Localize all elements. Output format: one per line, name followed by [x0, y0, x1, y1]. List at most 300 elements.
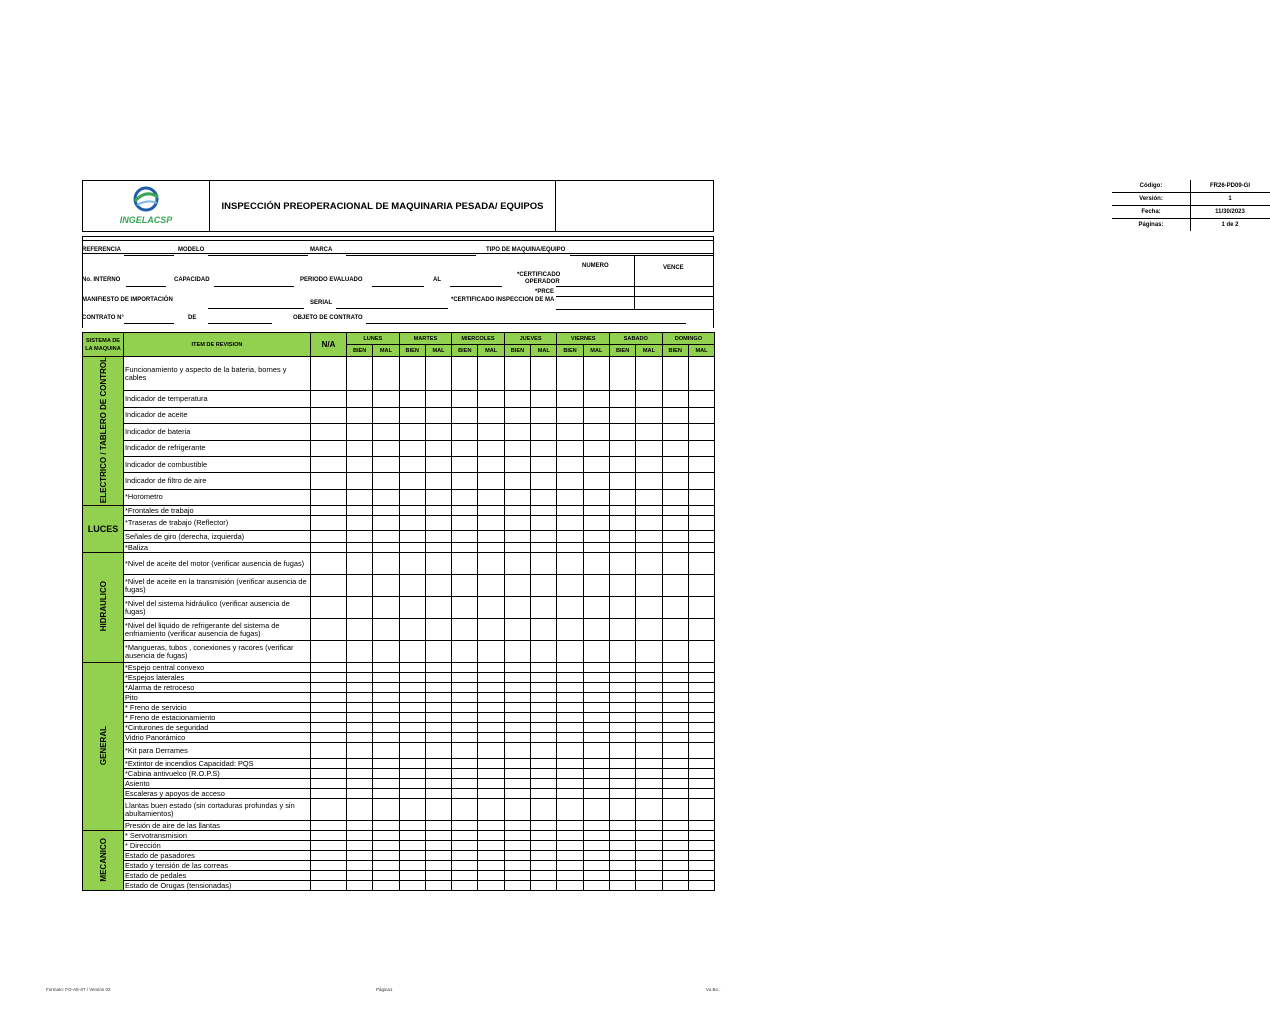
na-cell[interactable]	[311, 733, 347, 743]
check-cell[interactable]	[531, 851, 557, 861]
check-cell[interactable]	[636, 831, 662, 841]
check-cell[interactable]	[662, 769, 688, 779]
check-cell[interactable]	[347, 489, 373, 505]
check-cell[interactable]	[425, 799, 451, 821]
check-cell[interactable]	[583, 391, 609, 407]
check-cell[interactable]	[531, 673, 557, 683]
check-cell[interactable]	[610, 575, 636, 597]
check-cell[interactable]	[504, 440, 530, 456]
check-cell[interactable]	[531, 881, 557, 891]
check-cell[interactable]	[557, 831, 583, 841]
check-cell[interactable]	[583, 489, 609, 505]
check-cell[interactable]	[425, 871, 451, 881]
na-cell[interactable]	[311, 703, 347, 713]
check-cell[interactable]	[399, 871, 425, 881]
check-cell[interactable]	[347, 881, 373, 891]
check-cell[interactable]	[557, 871, 583, 881]
check-cell[interactable]	[425, 473, 451, 489]
check-cell[interactable]	[583, 506, 609, 516]
check-cell[interactable]	[347, 473, 373, 489]
check-cell[interactable]	[662, 871, 688, 881]
de-field[interactable]	[208, 323, 272, 324]
check-cell[interactable]	[662, 440, 688, 456]
check-cell[interactable]	[557, 543, 583, 553]
check-cell[interactable]	[610, 851, 636, 861]
check-cell[interactable]	[399, 391, 425, 407]
check-cell[interactable]	[662, 543, 688, 553]
check-cell[interactable]	[557, 531, 583, 543]
na-cell[interactable]	[311, 743, 347, 759]
check-cell[interactable]	[583, 516, 609, 531]
check-cell[interactable]	[478, 831, 504, 841]
check-cell[interactable]	[531, 871, 557, 881]
check-cell[interactable]	[610, 693, 636, 703]
check-cell[interactable]	[504, 733, 530, 743]
check-cell[interactable]	[373, 473, 399, 489]
check-cell[interactable]	[425, 663, 451, 673]
check-cell[interactable]	[452, 683, 478, 693]
check-cell[interactable]	[531, 489, 557, 505]
check-cell[interactable]	[373, 673, 399, 683]
check-cell[interactable]	[662, 575, 688, 597]
contrato-field[interactable]	[124, 323, 174, 324]
na-cell[interactable]	[311, 683, 347, 693]
check-cell[interactable]	[452, 543, 478, 553]
check-cell[interactable]	[452, 424, 478, 440]
check-cell[interactable]	[610, 881, 636, 891]
check-cell[interactable]	[557, 391, 583, 407]
check-cell[interactable]	[636, 391, 662, 407]
check-cell[interactable]	[662, 597, 688, 619]
check-cell[interactable]	[583, 861, 609, 871]
check-cell[interactable]	[636, 743, 662, 759]
check-cell[interactable]	[610, 841, 636, 851]
check-cell[interactable]	[557, 456, 583, 472]
check-cell[interactable]	[347, 575, 373, 597]
check-cell[interactable]	[531, 531, 557, 543]
check-cell[interactable]	[610, 440, 636, 456]
check-cell[interactable]	[688, 440, 714, 456]
check-cell[interactable]	[531, 703, 557, 713]
check-cell[interactable]	[452, 851, 478, 861]
na-cell[interactable]	[311, 713, 347, 723]
na-cell[interactable]	[311, 407, 347, 423]
check-cell[interactable]	[504, 723, 530, 733]
check-cell[interactable]	[610, 821, 636, 831]
check-cell[interactable]	[688, 769, 714, 779]
check-cell[interactable]	[662, 759, 688, 769]
check-cell[interactable]	[452, 531, 478, 543]
check-cell[interactable]	[478, 769, 504, 779]
check-cell[interactable]	[399, 723, 425, 733]
check-cell[interactable]	[399, 357, 425, 391]
check-cell[interactable]	[531, 733, 557, 743]
check-cell[interactable]	[504, 473, 530, 489]
check-cell[interactable]	[452, 743, 478, 759]
check-cell[interactable]	[531, 861, 557, 871]
check-cell[interactable]	[557, 703, 583, 713]
check-cell[interactable]	[688, 391, 714, 407]
check-cell[interactable]	[399, 743, 425, 759]
check-cell[interactable]	[557, 357, 583, 391]
check-cell[interactable]	[373, 841, 399, 851]
check-cell[interactable]	[399, 769, 425, 779]
check-cell[interactable]	[399, 779, 425, 789]
check-cell[interactable]	[531, 799, 557, 821]
check-cell[interactable]	[688, 713, 714, 723]
check-cell[interactable]	[610, 531, 636, 543]
na-cell[interactable]	[311, 531, 347, 543]
check-cell[interactable]	[610, 506, 636, 516]
check-cell[interactable]	[347, 693, 373, 703]
check-cell[interactable]	[688, 619, 714, 641]
check-cell[interactable]	[557, 821, 583, 831]
na-cell[interactable]	[311, 506, 347, 516]
check-cell[interactable]	[478, 516, 504, 531]
check-cell[interactable]	[504, 619, 530, 641]
check-cell[interactable]	[478, 851, 504, 861]
cert-operador-field[interactable]	[556, 286, 714, 287]
check-cell[interactable]	[347, 531, 373, 543]
check-cell[interactable]	[504, 407, 530, 423]
check-cell[interactable]	[504, 713, 530, 723]
check-cell[interactable]	[531, 683, 557, 693]
check-cell[interactable]	[452, 391, 478, 407]
check-cell[interactable]	[347, 424, 373, 440]
check-cell[interactable]	[610, 543, 636, 553]
check-cell[interactable]	[557, 769, 583, 779]
check-cell[interactable]	[557, 683, 583, 693]
check-cell[interactable]	[373, 769, 399, 779]
check-cell[interactable]	[373, 723, 399, 733]
check-cell[interactable]	[557, 641, 583, 663]
check-cell[interactable]	[583, 553, 609, 575]
check-cell[interactable]	[557, 473, 583, 489]
check-cell[interactable]	[662, 357, 688, 391]
check-cell[interactable]	[662, 693, 688, 703]
check-cell[interactable]	[399, 543, 425, 553]
check-cell[interactable]	[373, 489, 399, 505]
check-cell[interactable]	[504, 575, 530, 597]
check-cell[interactable]	[636, 543, 662, 553]
check-cell[interactable]	[478, 663, 504, 673]
check-cell[interactable]	[452, 641, 478, 663]
check-cell[interactable]	[504, 821, 530, 831]
check-cell[interactable]	[610, 799, 636, 821]
check-cell[interactable]	[452, 871, 478, 881]
check-cell[interactable]	[531, 597, 557, 619]
check-cell[interactable]	[347, 851, 373, 861]
check-cell[interactable]	[688, 861, 714, 871]
check-cell[interactable]	[557, 851, 583, 861]
check-cell[interactable]	[478, 703, 504, 713]
check-cell[interactable]	[583, 851, 609, 861]
check-cell[interactable]	[662, 641, 688, 663]
check-cell[interactable]	[478, 357, 504, 391]
check-cell[interactable]	[610, 391, 636, 407]
check-cell[interactable]	[504, 831, 530, 841]
na-cell[interactable]	[311, 831, 347, 841]
check-cell[interactable]	[478, 723, 504, 733]
check-cell[interactable]	[662, 881, 688, 891]
check-cell[interactable]	[452, 789, 478, 799]
check-cell[interactable]	[583, 597, 609, 619]
check-cell[interactable]	[425, 619, 451, 641]
check-cell[interactable]	[531, 841, 557, 851]
check-cell[interactable]	[610, 743, 636, 759]
check-cell[interactable]	[452, 673, 478, 683]
check-cell[interactable]	[373, 703, 399, 713]
check-cell[interactable]	[347, 831, 373, 841]
check-cell[interactable]	[662, 424, 688, 440]
no-interno-field[interactable]	[126, 286, 166, 287]
check-cell[interactable]	[373, 861, 399, 871]
check-cell[interactable]	[610, 713, 636, 723]
check-cell[interactable]	[610, 769, 636, 779]
check-cell[interactable]	[373, 597, 399, 619]
check-cell[interactable]	[583, 456, 609, 472]
check-cell[interactable]	[662, 619, 688, 641]
check-cell[interactable]	[478, 799, 504, 821]
check-cell[interactable]	[347, 673, 373, 683]
check-cell[interactable]	[478, 597, 504, 619]
check-cell[interactable]	[399, 733, 425, 743]
check-cell[interactable]	[688, 516, 714, 531]
check-cell[interactable]	[636, 673, 662, 683]
check-cell[interactable]	[399, 683, 425, 693]
check-cell[interactable]	[373, 683, 399, 693]
check-cell[interactable]	[531, 779, 557, 789]
check-cell[interactable]	[531, 357, 557, 391]
check-cell[interactable]	[425, 733, 451, 743]
check-cell[interactable]	[610, 516, 636, 531]
na-cell[interactable]	[311, 473, 347, 489]
check-cell[interactable]	[583, 703, 609, 713]
check-cell[interactable]	[347, 759, 373, 769]
check-cell[interactable]	[636, 440, 662, 456]
check-cell[interactable]	[452, 489, 478, 505]
na-cell[interactable]	[311, 597, 347, 619]
check-cell[interactable]	[662, 506, 688, 516]
check-cell[interactable]	[347, 713, 373, 723]
check-cell[interactable]	[452, 821, 478, 831]
check-cell[interactable]	[662, 789, 688, 799]
na-cell[interactable]	[311, 723, 347, 733]
check-cell[interactable]	[504, 743, 530, 759]
check-cell[interactable]	[531, 424, 557, 440]
check-cell[interactable]	[557, 881, 583, 891]
tipo-field[interactable]	[570, 255, 714, 256]
modelo-field[interactable]	[208, 255, 308, 256]
check-cell[interactable]	[557, 841, 583, 851]
check-cell[interactable]	[688, 473, 714, 489]
check-cell[interactable]	[425, 456, 451, 472]
check-cell[interactable]	[688, 673, 714, 683]
check-cell[interactable]	[557, 733, 583, 743]
check-cell[interactable]	[504, 543, 530, 553]
check-cell[interactable]	[425, 407, 451, 423]
check-cell[interactable]	[688, 506, 714, 516]
na-cell[interactable]	[311, 759, 347, 769]
check-cell[interactable]	[425, 531, 451, 543]
check-cell[interactable]	[399, 693, 425, 703]
check-cell[interactable]	[557, 743, 583, 759]
check-cell[interactable]	[452, 357, 478, 391]
na-cell[interactable]	[311, 673, 347, 683]
na-cell[interactable]	[311, 424, 347, 440]
check-cell[interactable]	[583, 693, 609, 703]
check-cell[interactable]	[636, 619, 662, 641]
check-cell[interactable]	[399, 473, 425, 489]
check-cell[interactable]	[373, 871, 399, 881]
check-cell[interactable]	[425, 841, 451, 851]
referencia-field[interactable]	[124, 255, 174, 256]
check-cell[interactable]	[373, 821, 399, 831]
check-cell[interactable]	[425, 861, 451, 871]
na-cell[interactable]	[311, 553, 347, 575]
check-cell[interactable]	[478, 553, 504, 575]
check-cell[interactable]	[610, 683, 636, 693]
check-cell[interactable]	[662, 713, 688, 723]
check-cell[interactable]	[583, 871, 609, 881]
check-cell[interactable]	[610, 407, 636, 423]
check-cell[interactable]	[610, 424, 636, 440]
na-cell[interactable]	[311, 779, 347, 789]
check-cell[interactable]	[399, 424, 425, 440]
check-cell[interactable]	[662, 841, 688, 851]
check-cell[interactable]	[583, 641, 609, 663]
check-cell[interactable]	[636, 881, 662, 891]
check-cell[interactable]	[531, 641, 557, 663]
check-cell[interactable]	[399, 489, 425, 505]
check-cell[interactable]	[452, 769, 478, 779]
check-cell[interactable]	[636, 871, 662, 881]
check-cell[interactable]	[662, 391, 688, 407]
check-cell[interactable]	[399, 821, 425, 831]
check-cell[interactable]	[610, 456, 636, 472]
check-cell[interactable]	[504, 357, 530, 391]
check-cell[interactable]	[610, 357, 636, 391]
check-cell[interactable]	[636, 799, 662, 821]
check-cell[interactable]	[662, 683, 688, 693]
check-cell[interactable]	[688, 871, 714, 881]
check-cell[interactable]	[373, 831, 399, 841]
check-cell[interactable]	[557, 799, 583, 821]
check-cell[interactable]	[504, 769, 530, 779]
check-cell[interactable]	[557, 407, 583, 423]
check-cell[interactable]	[504, 881, 530, 891]
check-cell[interactable]	[504, 789, 530, 799]
check-cell[interactable]	[583, 619, 609, 641]
check-cell[interactable]	[583, 743, 609, 759]
check-cell[interactable]	[557, 575, 583, 597]
check-cell[interactable]	[399, 506, 425, 516]
check-cell[interactable]	[478, 841, 504, 851]
check-cell[interactable]	[688, 597, 714, 619]
check-cell[interactable]	[688, 357, 714, 391]
check-cell[interactable]	[347, 543, 373, 553]
check-cell[interactable]	[636, 779, 662, 789]
check-cell[interactable]	[373, 881, 399, 891]
check-cell[interactable]	[478, 391, 504, 407]
check-cell[interactable]	[504, 799, 530, 821]
check-cell[interactable]	[347, 641, 373, 663]
check-cell[interactable]	[478, 871, 504, 881]
check-cell[interactable]	[425, 641, 451, 663]
check-cell[interactable]	[504, 861, 530, 871]
check-cell[interactable]	[583, 821, 609, 831]
check-cell[interactable]	[636, 851, 662, 861]
check-cell[interactable]	[557, 663, 583, 673]
check-cell[interactable]	[636, 821, 662, 831]
check-cell[interactable]	[373, 663, 399, 673]
check-cell[interactable]	[531, 769, 557, 779]
check-cell[interactable]	[504, 553, 530, 575]
check-cell[interactable]	[531, 713, 557, 723]
check-cell[interactable]	[504, 516, 530, 531]
check-cell[interactable]	[452, 831, 478, 841]
check-cell[interactable]	[452, 597, 478, 619]
check-cell[interactable]	[636, 841, 662, 851]
check-cell[interactable]	[425, 673, 451, 683]
check-cell[interactable]	[373, 516, 399, 531]
check-cell[interactable]	[610, 733, 636, 743]
check-cell[interactable]	[662, 821, 688, 831]
check-cell[interactable]	[531, 575, 557, 597]
check-cell[interactable]	[347, 683, 373, 693]
check-cell[interactable]	[531, 821, 557, 831]
check-cell[interactable]	[478, 424, 504, 440]
check-cell[interactable]	[399, 440, 425, 456]
check-cell[interactable]	[636, 456, 662, 472]
check-cell[interactable]	[399, 841, 425, 851]
check-cell[interactable]	[636, 553, 662, 575]
check-cell[interactable]	[557, 693, 583, 703]
check-cell[interactable]	[557, 424, 583, 440]
check-cell[interactable]	[347, 841, 373, 851]
check-cell[interactable]	[662, 489, 688, 505]
check-cell[interactable]	[399, 759, 425, 769]
check-cell[interactable]	[610, 779, 636, 789]
check-cell[interactable]	[425, 723, 451, 733]
check-cell[interactable]	[557, 619, 583, 641]
check-cell[interactable]	[399, 575, 425, 597]
check-cell[interactable]	[557, 779, 583, 789]
check-cell[interactable]	[452, 456, 478, 472]
check-cell[interactable]	[557, 673, 583, 683]
check-cell[interactable]	[583, 759, 609, 769]
check-cell[interactable]	[478, 713, 504, 723]
check-cell[interactable]	[504, 489, 530, 505]
check-cell[interactable]	[452, 713, 478, 723]
check-cell[interactable]	[636, 713, 662, 723]
check-cell[interactable]	[399, 641, 425, 663]
na-cell[interactable]	[311, 799, 347, 821]
check-cell[interactable]	[557, 723, 583, 733]
check-cell[interactable]	[373, 759, 399, 769]
check-cell[interactable]	[504, 531, 530, 543]
check-cell[interactable]	[688, 821, 714, 831]
check-cell[interactable]	[452, 473, 478, 489]
check-cell[interactable]	[583, 407, 609, 423]
cert-inspeccion-field[interactable]	[556, 309, 714, 310]
na-cell[interactable]	[311, 693, 347, 703]
check-cell[interactable]	[478, 743, 504, 759]
check-cell[interactable]	[452, 663, 478, 673]
check-cell[interactable]	[583, 799, 609, 821]
check-cell[interactable]	[452, 723, 478, 733]
check-cell[interactable]	[399, 789, 425, 799]
